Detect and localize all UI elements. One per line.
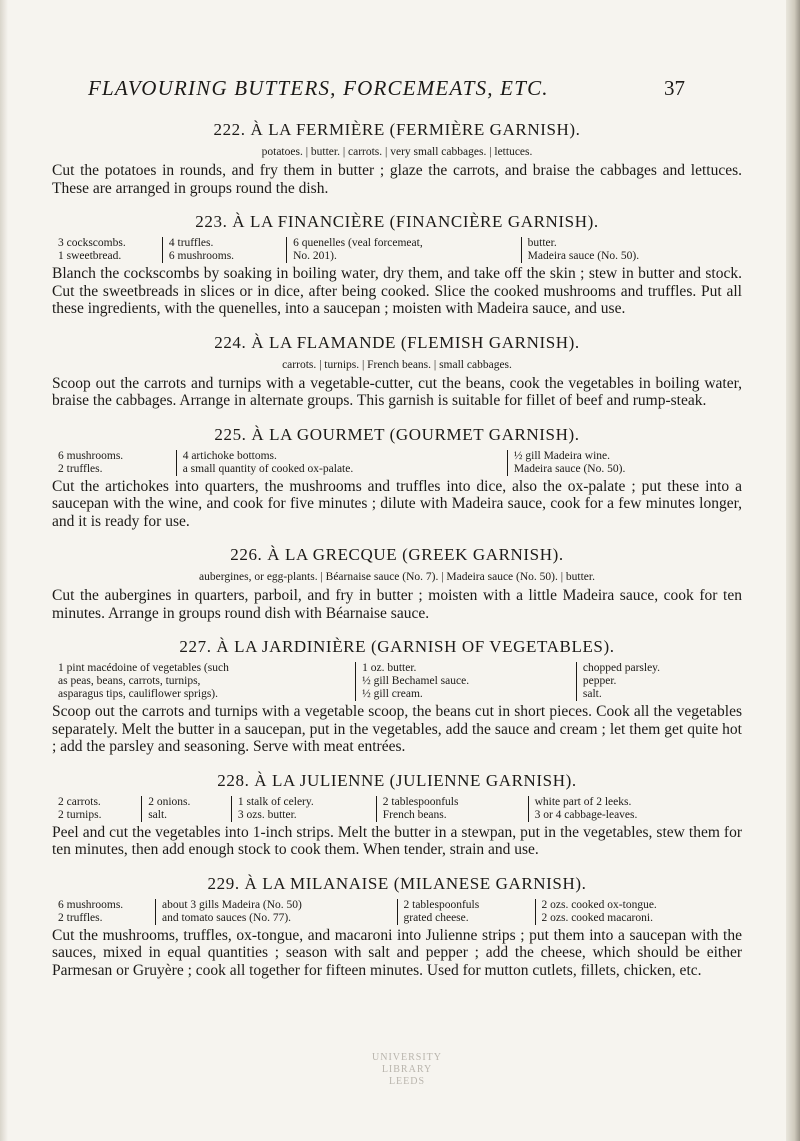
recipe-223: [52, 212, 742, 318]
ingredient-column: 1 stalk of celery. 3 ozs. butter.: [231, 796, 376, 822]
recipe-226: [52, 545, 742, 622]
recipe-body: Cut the potatoes in rounds, and fry them in butter ; glaze the carrots, and braise the cabbages and lettuces. These are arranged in groups round the dish.: [52, 162, 742, 197]
recipe-body: Peel and cut the vegetables into 1-inch strips. Melt the butter in a stewpan, put in the vegetables, stew them for ten minutes, then add enough stock to cook them. When tender, strain and use.: [52, 823, 742, 858]
ingredients-table: [52, 450, 742, 476]
ingredient-column: butter. Madeira sauce (No. 50).: [521, 237, 742, 263]
ingredient-column: 4 truffles. 6 mushrooms.: [162, 237, 286, 263]
ingredient-column: 2 ozs. cooked ox-tongue. 2 ozs. cooked macaroni.: [535, 899, 742, 925]
stamp-line: UNIVERSITY: [372, 1052, 442, 1063]
recipe-227: [52, 637, 742, 756]
recipe-title: 226. À LA GRECQUE (GREEK GARNISH).: [230, 545, 564, 564]
recipe-222: [52, 120, 742, 197]
recipe-body: Blanch the cockscombs by soaking in boiling water, dry them, and take off the skin ; stew in butter and stock. Cut the sweetbreads in slices or in dice, after being cooked. Slice the cooked mushrooms and truffles. Put all these ingredients, with the quenelles, into a saucepan ; moisten with Madeira sauce, and use.: [52, 265, 742, 317]
recipe-title: 222. À LA FERMIÈRE (FERMIÈRE GARNISH).: [213, 120, 581, 139]
ingredients-line: carrots. | turnips. | French beans. | small cabbages.: [282, 358, 512, 371]
ingredient-column: 6 mushrooms. 2 truffles.: [58, 898, 124, 924]
ingredient-column: 4 artichoke bottoms. a small quantity of cooked ox-palate.: [176, 450, 507, 476]
ingredient-column: about 3 gills Madeira (No. 50) and tomato sauces (No. 77).: [156, 899, 398, 925]
ingredients-table: [52, 796, 742, 822]
recipe-title: 224. À LA FLAMANDE (FLEMISH GARNISH).: [214, 332, 580, 352]
stamp-line: LEEDS: [388, 1076, 426, 1087]
ingredient-column: 1 pint macédoine of vegetables (such as peas, beans, carrots, turnips, asparagus tips, cauliflower sprigs).: [58, 662, 229, 700]
ingredient-column: 1 oz. butter. ½ gill Bechamel sauce. ½ gill cream.: [356, 662, 577, 701]
ingredient-column: 2 onions. salt.: [142, 796, 232, 822]
ingredient-column: 2 tablespoonfuls French beans.: [376, 796, 528, 822]
recipe-body: Cut the artichokes into quarters, the mushrooms and truffles into dice, also the ox-palate ; put these into a saucepan with the wine, and cook for five minutes ; dilute with Madeira sauce, cook for a few minutes longer, and it is ready for use.: [52, 477, 742, 530]
recipe-title: 223. À LA FINANCIÈRE (FINANCIÈRE GARNISH).: [195, 212, 599, 231]
recipe-title: 225. À LA GOURMET (GOURMET GARNISH).: [214, 424, 580, 444]
ingredient-column: ½ gill Madeira wine. Madeira sauce (No. 50).: [507, 450, 742, 476]
ingredient-column: 3 cockscombs. 1 sweetbread.: [58, 237, 126, 262]
ingredients-table: [52, 899, 742, 925]
recipe-224: [52, 333, 742, 410]
recipe-body: Scoop out the carrots and turnips with a vegetable-cutter, cut the beans, cook the vegetables in boiling water, braise the cabbages. Arrange in alternate groups. This garnish is suitable for fillet of beef and rump-steak.: [52, 374, 742, 409]
ingredient-column: 6 mushrooms. 2 truffles.: [58, 449, 124, 475]
stamp-line: LIBRARY: [381, 1064, 433, 1075]
page-spine-edge: [786, 0, 800, 1141]
recipe-body: Cut the aubergines in quarters, parboil, and fry in butter ; moisten with a little Madeira sauce, cook for ten minutes. Arrange in groups round dish with Béarnaise sauce.: [52, 587, 742, 622]
ingredient-column: 6 quenelles (veal forcemeat, No. 201).: [287, 237, 522, 263]
ingredients-line: aubergines, or egg-plants. | Béarnaise sauce (No. 7). | Madeira sauce (No. 50). | butter.: [199, 571, 595, 583]
recipes-content: [52, 120, 742, 994]
recipe-title: 227. À LA JARDINIÈRE (GARNISH OF VEGETABLES).: [179, 637, 615, 656]
ingredients-line: potatoes. | butter. | carrots. | very small cabbages. | lettuces.: [261, 146, 533, 158]
ingredient-column: chopped parsley. pepper. salt.: [576, 662, 742, 701]
ingredient-column: 2 tablespoonfuls grated cheese.: [397, 899, 535, 925]
recipe-title: 229. À LA MILANAISE (MILANESE GARNISH).: [207, 873, 587, 893]
library-stamp: [362, 1052, 452, 1088]
ingredients-table: [52, 237, 742, 263]
recipe-229: [52, 874, 742, 980]
recipe-body: Cut the mushrooms, truffles, ox-tongue, and macaroni into Julienne strips ; put them into a saucepan with the sauces, mixed in equal quantities ; season with salt and pepper ; add the cheese, which should be either Parmesan or Gruyère ; cook all together for fifteen minutes. Used for mutton cutlets, fillets, chicken, etc.: [52, 926, 742, 979]
recipe-228: [52, 771, 742, 859]
ingredient-column: 2 carrots. 2 turnips.: [58, 795, 102, 821]
ingredients-table: [52, 662, 742, 701]
recipe-225: [52, 425, 742, 531]
recipe-body: Scoop out the carrots and turnips with a vegetable scoop, the beans cut in short pieces. Cook all the vegetables separately. Melt the butter in a saucepan, put in the vegetables, add the sauce and cream ; let them get quite hot ; add the parsley and seasoning. Serve with meat entrées.: [52, 703, 742, 755]
recipe-title: 228. À LA JULIENNE (JULIENNE GARNISH).: [217, 770, 577, 790]
ingredient-column: white part of 2 leeks. 3 or 4 cabbage-leaves.: [528, 796, 742, 822]
page-number: 37: [664, 76, 685, 100]
running-head: FLAVOURING BUTTERS, FORCEMEATS, ETC.: [88, 76, 549, 100]
page-left-edge: [0, 0, 8, 1141]
